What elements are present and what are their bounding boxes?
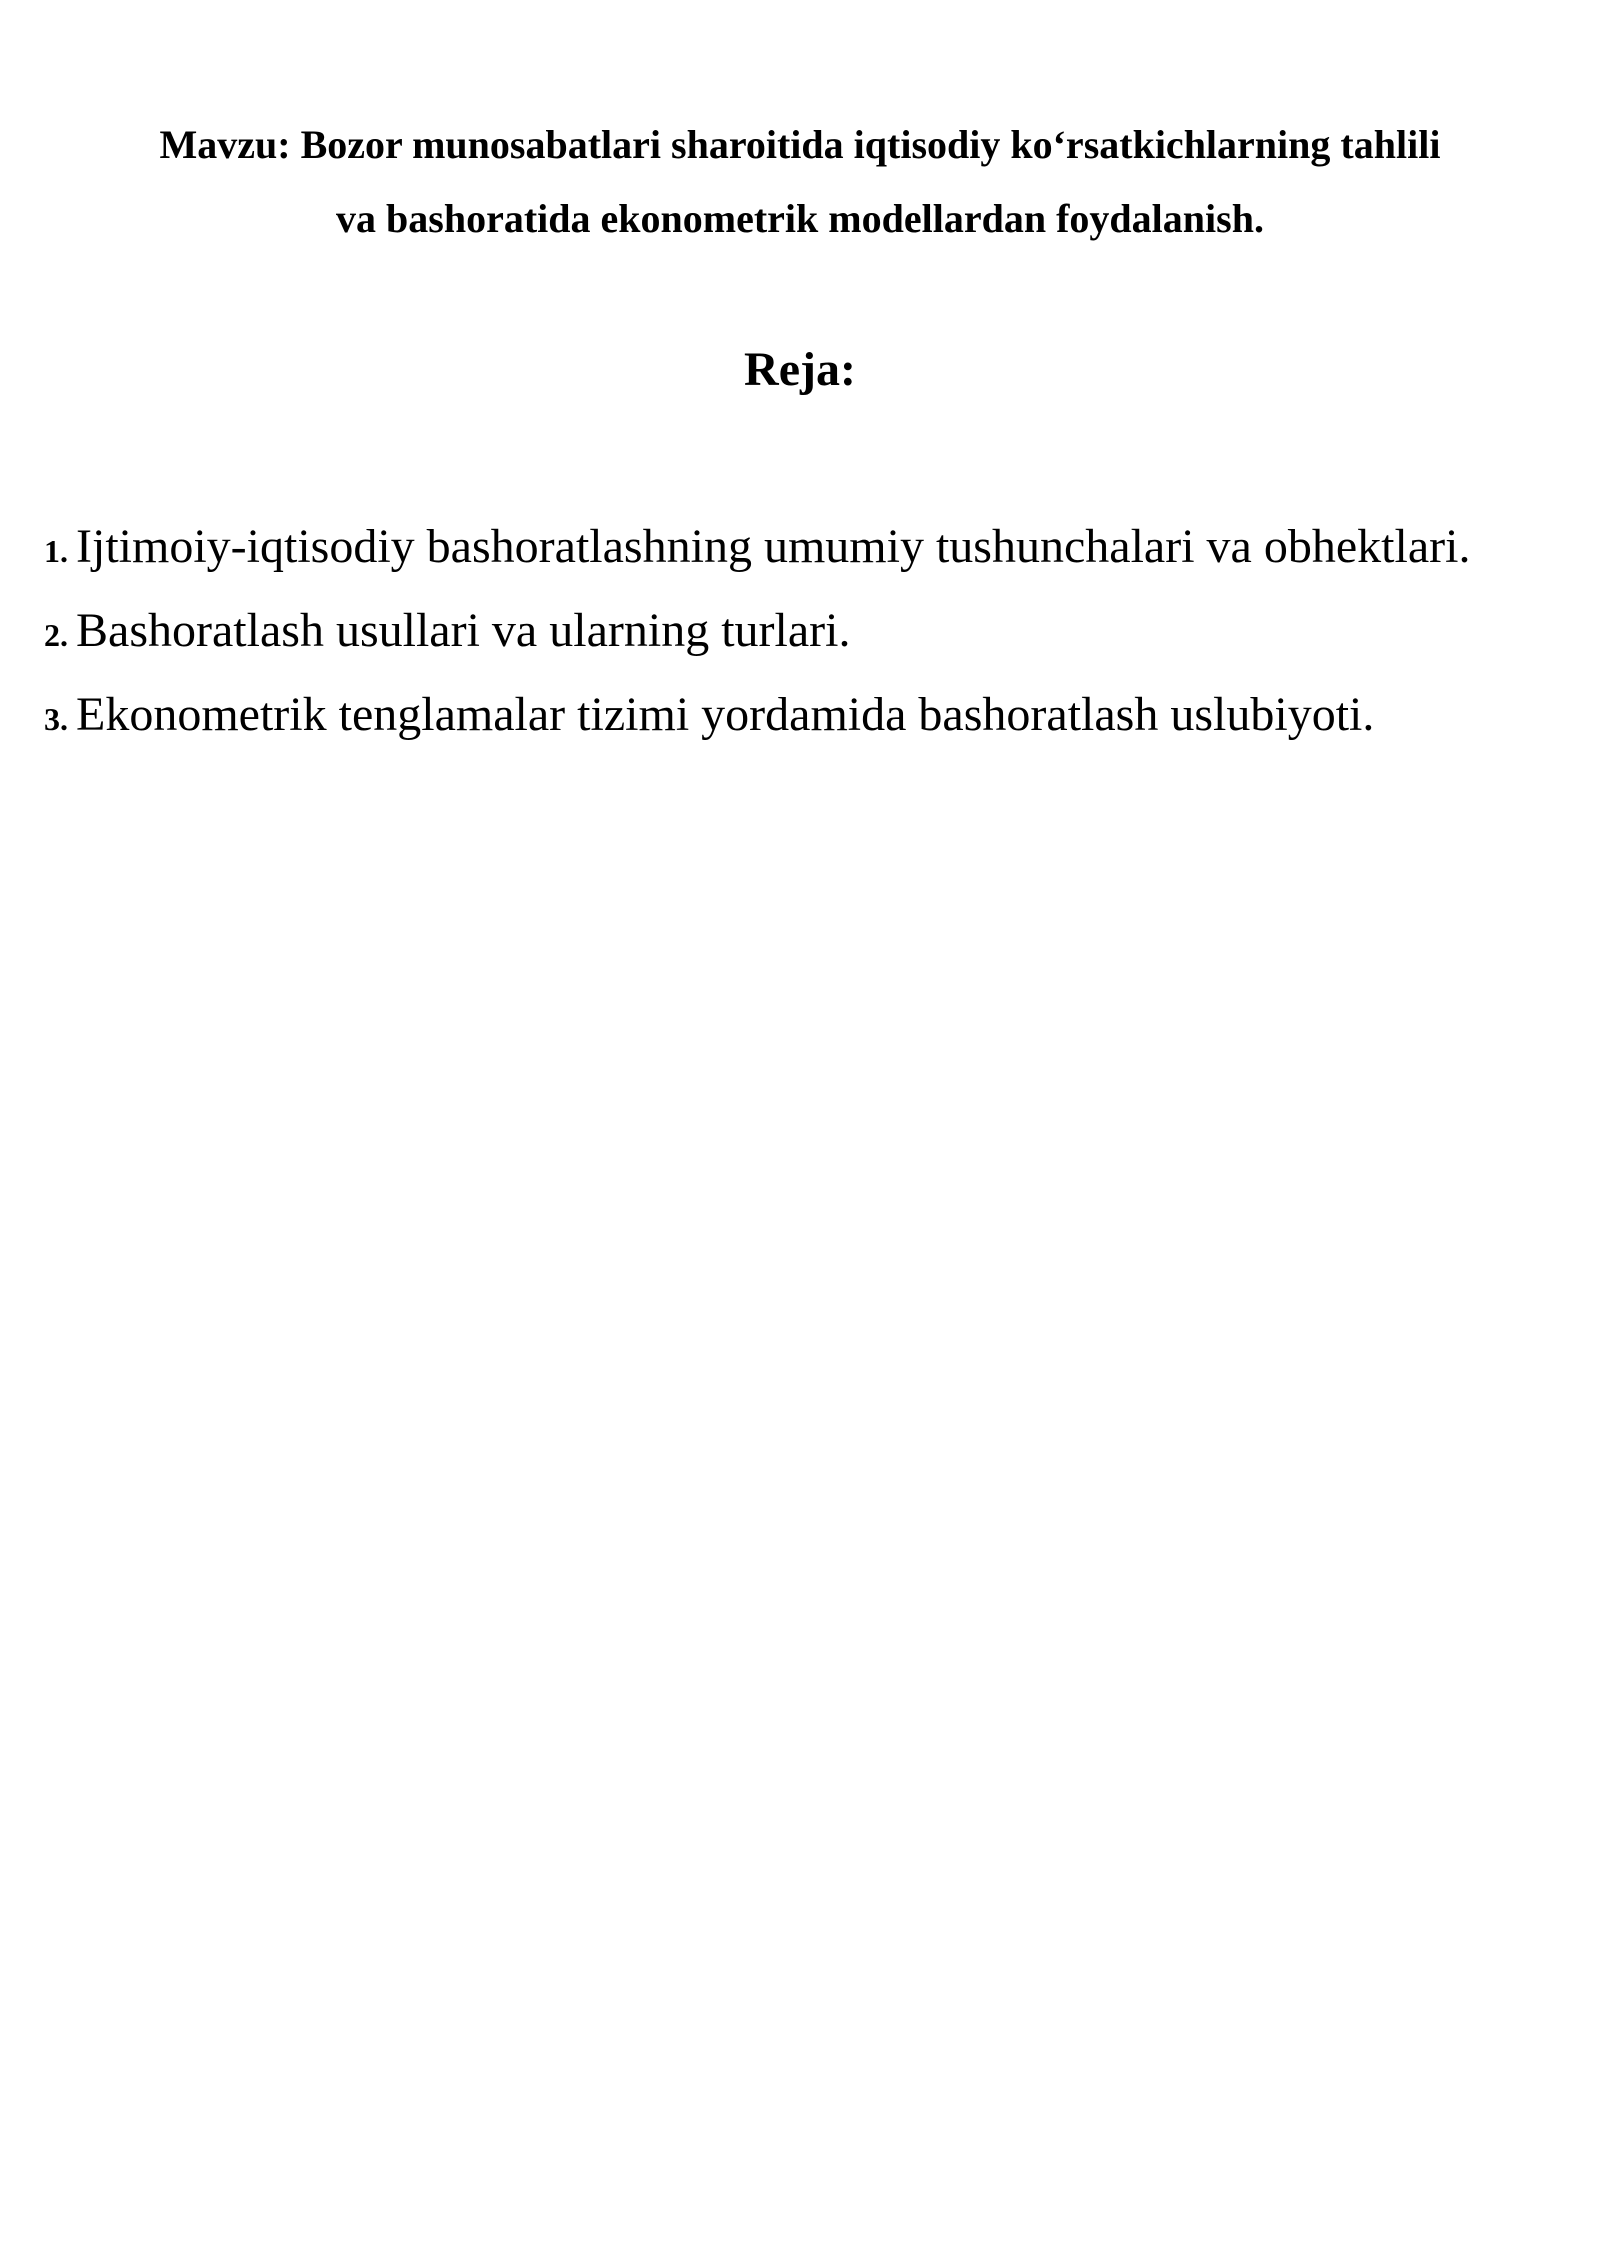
plan-list [44,510,1564,762]
plan-heading: Reja: [744,343,856,396]
plan-item-text: Ekonometrik tenglamalar tizimi yordamida bashoratlash uslubiyoti. [76,688,1375,741]
plan-item-text: Ijtimoiy-iqtisodiy bashoratlashning umumiy tushunchalari va obhektlari. [76,520,1471,573]
plan-item [44,678,1564,762]
plan-item-number: 2. [44,617,68,653]
plan-item-number: 1. [44,533,68,569]
document-title [60,108,1540,256]
plan-item [44,510,1564,594]
plan-item-text: Bashoratlash usullari va ularning turlari. [76,604,851,657]
plan-item [44,594,1564,678]
plan-item-number: 3. [44,701,68,737]
title-line: va bashoratida ekonometrik modellardan foydalanish. [336,196,1264,241]
title-line: Mavzu: Bozor munosabatlari sharoitida iqtisodiy ko‘rsatkichlarning tahlili [159,122,1441,167]
